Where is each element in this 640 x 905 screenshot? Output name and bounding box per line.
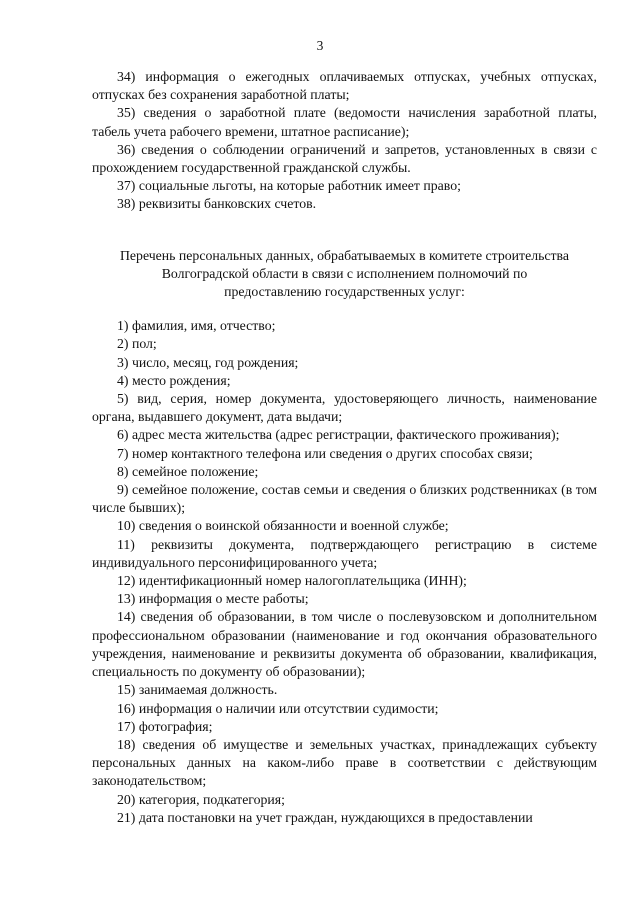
list-item: 16) информация о наличии или отсутствии судимости; bbox=[117, 700, 439, 716]
document-body bbox=[92, 68, 597, 827]
list-before bbox=[92, 68, 597, 214]
list-item: 21) дата постановки на учет граждан, нуждающихся в предоставлении bbox=[117, 809, 533, 825]
list-item: 1) фамилия, имя, отчество; bbox=[117, 318, 276, 334]
section-heading-line: Волгоградской области в связи с исполнением полномочий по bbox=[161, 265, 528, 281]
list-item: 10) сведения о воинской обязанности и военной службе; bbox=[117, 518, 449, 534]
list-item: 13) информация о месте работы; bbox=[117, 591, 309, 607]
list-item: 2) пол; bbox=[117, 336, 157, 352]
list-item: 15) занимаемая должность. bbox=[117, 682, 278, 698]
list-item: 3) число, месяц, год рождения; bbox=[117, 354, 299, 370]
list-after bbox=[92, 317, 597, 827]
list-item: 12) идентификационный номер налогоплательщика (ИНН); bbox=[117, 573, 467, 589]
section-heading bbox=[92, 247, 597, 302]
list-item: 34) информация о ежегодных оплачиваемых отпусках, учебных отпусках, отпусках без сохранения заработной платы; bbox=[92, 69, 597, 103]
list-item: 36) сведения о соблюдении ограничений и запретов, установленных в связи с прохождением государственной гражданской службы. bbox=[92, 141, 597, 176]
list-item: 6) адрес места жительства (адрес регистрации, фактического проживания); bbox=[117, 427, 560, 443]
list-item: 8) семейное положение; bbox=[117, 463, 259, 479]
list-item: 7) номер контактного телефона или сведения о других способах связи; bbox=[117, 445, 533, 461]
list-item: 38) реквизиты банковских счетов. bbox=[117, 196, 317, 212]
list-item: 14) сведения об образовании, в том числе о послевузовском и дополнительном профессиональном образовании (наименование и год окончания образовательного учреждения, наименование и реквизиты документа об образовании, квалификация, специальность по документу об образовании); bbox=[92, 609, 597, 680]
list-item: 4) место рождения; bbox=[117, 372, 231, 388]
section-heading-line: предоставлению государственных услуг: bbox=[224, 284, 465, 300]
list-item: 35) сведения о заработной плате (ведомости начисления заработной платы, табель учета рабочего времени, штатное расписание); bbox=[92, 105, 597, 139]
section-heading-line: Перечень персональных данных, обрабатываемых в комитете строительства bbox=[119, 247, 570, 263]
list-item: 5) вид, серия, номер документа, удостоверяющего личность, наименование органа, выдавшего документ, дата выдачи; bbox=[92, 391, 597, 425]
list-item: 37) социальные льготы, на которые работник имеет право; bbox=[117, 178, 461, 194]
list-item: 9) семейное положение, состав семьи и сведения о близких родственниках (в том числе бывших); bbox=[92, 482, 597, 516]
page-number: 3 bbox=[316, 38, 324, 53]
list-item: 18) сведения об имуществе и земельных участках, принадлежащих субъекту персональных данных на каком-либо праве в соответствии с действующим законодательством; bbox=[92, 736, 597, 789]
list-item: 11) реквизиты документа, подтверждающего регистрацию в системе индивидуального персонифицированного учета; bbox=[92, 536, 597, 570]
list-item: 20) категория, подкатегория; bbox=[117, 791, 285, 807]
list-item: 17) фотография; bbox=[117, 718, 213, 734]
